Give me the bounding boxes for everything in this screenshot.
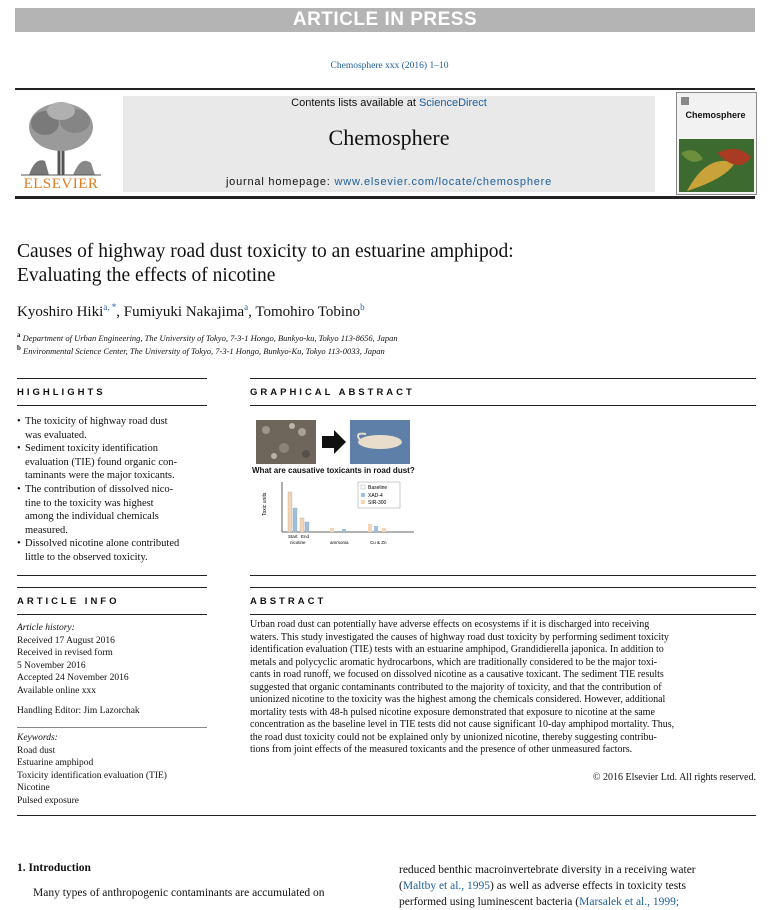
contents-available: Contents lists available at ScienceDirect: [291, 97, 487, 109]
divider: [250, 614, 756, 615]
sciencedirect-link[interactable]: ScienceDirect: [418, 97, 487, 109]
cover-art: [677, 93, 756, 194]
divider: [17, 575, 207, 576]
divider: [17, 405, 207, 406]
divider: [250, 378, 756, 379]
citation-link[interactable]: Marsalek et al., 1999;: [579, 896, 680, 908]
title-line-1: Causes of highway road dust toxicity to an estuarine amphipod:: [17, 241, 514, 262]
legend-entry: SIR-300: [368, 500, 387, 506]
article-in-press-banner: ARTICLE IN PRESS: [15, 8, 755, 32]
chart-subgroup-label: End: [301, 534, 310, 539]
chart-group-label: nicotine: [290, 540, 306, 545]
introduction-heading: 1. Introduction: [17, 862, 91, 874]
divider: [17, 614, 207, 615]
toxic-units-bar-chart: [258, 478, 418, 546]
divider: [17, 727, 207, 728]
intro-body-left: Many types of anthropogenic contaminants are accumulated on: [33, 887, 325, 899]
highlights-heading: HIGHLIGHTS: [17, 387, 106, 398]
journal-homepage: journal homepage: www.elsevier.com/locate/chemosphere: [225, 176, 553, 188]
journal-homepage-link[interactable]: www.elsevier.com/locate/chemosphere: [334, 176, 553, 188]
author-name: Tomohiro Tobino: [255, 304, 361, 320]
affiliation: $^b$ Environmental Science Center, The University of Tokyo, 7-3-1 Hongo, Bunkyo-Ku, Tokyo 113-0033, Japan: [17, 344, 385, 356]
author-affiliation-marker[interactable]: a: [244, 302, 249, 312]
graphical-question: What are causative toxicants in road dust?: [252, 466, 415, 475]
legend-entry: XAD-4: [368, 493, 383, 499]
highlight-item: • Dissolved nicotine alone contributed little to the observed toxicity.: [17, 538, 180, 563]
highlight-item: • Sediment toxicity identification evaluation (TIE) found organic con- taminants were the major toxicants.: [17, 443, 177, 481]
handling-editor: Handling Editor: Jim Lazorchak: [17, 706, 140, 716]
journal-cover-thumbnail[interactable]: [676, 92, 757, 195]
journal-reference[interactable]: Chemosphere xxx (2016) 1–10: [330, 61, 449, 71]
header-rule-bottom: [15, 196, 755, 199]
chart-ylabel: Toxic units: [262, 492, 268, 516]
chart-subgroup-label: Start: [288, 534, 298, 539]
divider: [250, 405, 756, 406]
road-dust-to-amphipod-figure[interactable]: [256, 418, 416, 466]
abstract-text: Urban road dust can potentially have adverse effects on ecosystems if it is discharged into receiving waters. This study investigated the causes of highway road dust toxicity by performing sediment toxicity identification evaluation (TIE) tests with an estuarine amphipod, Grandidierella japonica. In addition to metals and polycyclic aromatic hydrocarbons, which are traditionally considered to be the major toxi- cants in road runoff, we focused on dissolved nicotine as a causative toxicant. The sediment TIE results suggested that organic contaminants contributed to the majority of toxicity, and that the contribution of unionized nicotine to the toxicity was the highest among the chemicals considered. However, additional mortality tests with 48-h pulsed nicotine exposure demonstrated that exposure to nicotine at the same concentration as the baseline level in TIE tests did not cause significant 10-day amphipod mortality. Thus, the road dust toxicity could not be explained only by unionized nicotine, thereby suggesting contribu- tions from joint effects of the measured toxicants and the presence of other unmeasured factors.: [250, 619, 675, 755]
affiliation: $^a$ Department of Urban Engineering, The University of Tokyo, 7-3-1 Hongo, Bunkyo-ku, Tokyo 113-8656, Japan: [17, 331, 398, 343]
author-affiliation-marker[interactable]: a, *: [103, 302, 117, 312]
divider: [250, 587, 756, 588]
divider: [250, 575, 756, 576]
divider: [17, 378, 207, 379]
journal-name: Chemosphere: [328, 125, 450, 150]
author-affiliation-marker[interactable]: b: [360, 302, 365, 312]
highlight-item: • The toxicity of highway road dust was evaluated.: [17, 416, 168, 441]
chart-group-label: ammonia: [330, 540, 349, 545]
divider: [17, 587, 207, 588]
cover-journal-title: Chemosphere: [685, 110, 746, 120]
citation-link[interactable]: Maltby et al., 1995: [402, 880, 491, 892]
highlight-item: • The contribution of dissolved nico- tine to the toxicity was highest among the individual chemicals measured.: [17, 484, 174, 536]
header-rule-top: [15, 88, 755, 90]
author-name: Fumiyuki Nakajima: [123, 304, 245, 320]
graphical-abstract-heading: GRAPHICAL ABSTRACT: [250, 387, 415, 398]
keywords: Keywords: Road dust Estuarine amphipod Toxicity identification evaluation (TIE) Nicotine Pulsed exposure: [17, 733, 167, 806]
author-name: Kyoshiro Hiki: [17, 304, 104, 320]
title-line-2: Evaluating the effects of nicotine: [17, 265, 276, 286]
article-history: Article history: Received 17 August 2016 Received in revised form 5 November 2016 Accepted 24 November 2016 Available online xxx: [17, 623, 129, 696]
divider: [17, 815, 756, 816]
chart-group-label: Cu & Zn: [370, 540, 387, 545]
abstract-heading: ABSTRACT: [250, 596, 327, 607]
publisher-wordmark[interactable]: ELSEVIER: [23, 176, 99, 192]
copyright-notice: © 2016 Elsevier Ltd. All rights reserved.: [592, 772, 756, 783]
intro-body-right: reduced benthic macroinvertebrate diversity in a receiving water (Maltby et al., 1995) as well as adverse effects in toxicity tests performed using luminescent bacteria (Marsalek et al., 1999;: [399, 864, 696, 908]
legend-entry: Baseline: [368, 485, 388, 491]
author-list: Kyoshiro Hiki$^{a, *}$, Fumiyuki Nakajima$^a$, Tomohiro Tobino$^b$: [17, 302, 365, 320]
article-title: [17, 240, 757, 288]
article-info-heading: ARTICLE INFO: [17, 596, 120, 607]
